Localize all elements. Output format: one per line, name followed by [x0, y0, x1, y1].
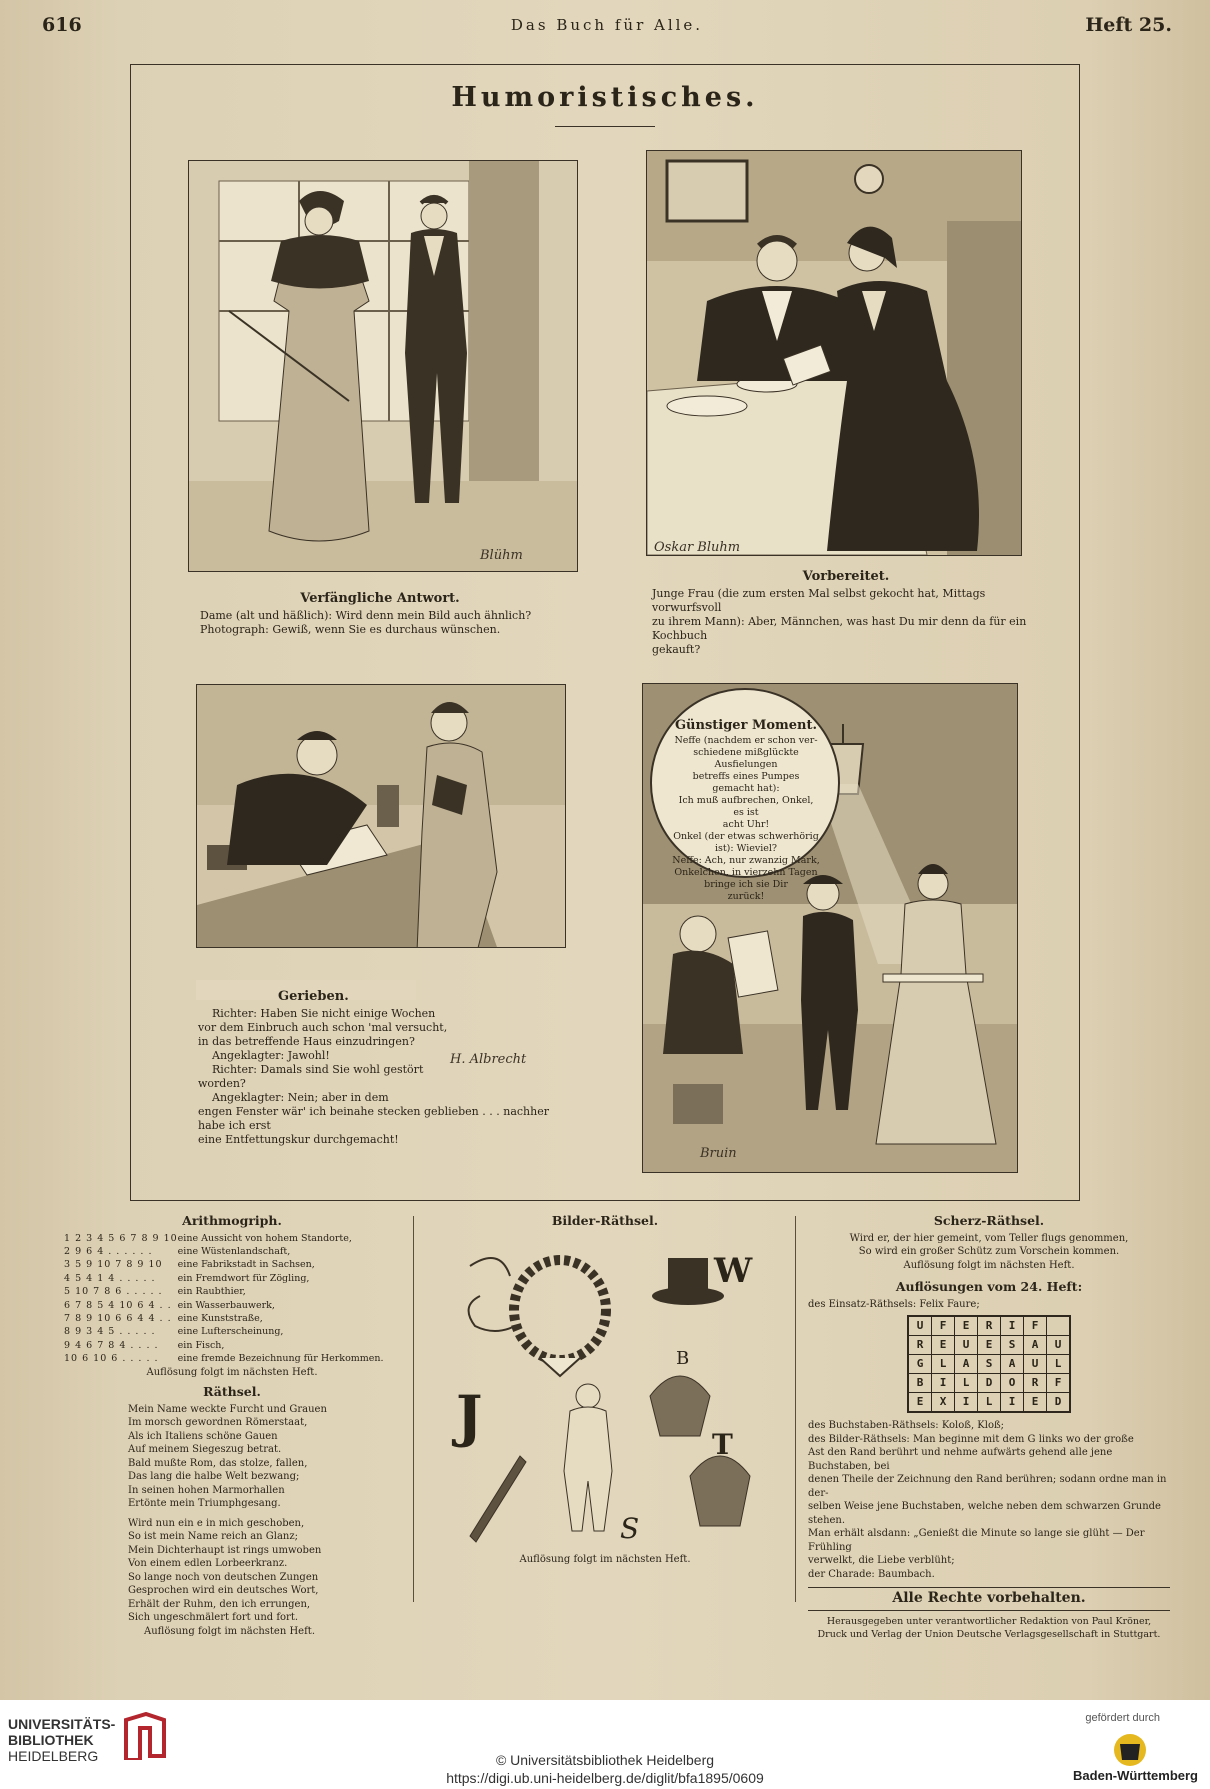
raethsel-verse-1: [64, 1403, 400, 1511]
solution-einsatz: des Einsatz-Räthsels: Felix Faure;: [808, 1298, 980, 1310]
grid-cell: E: [932, 1336, 955, 1355]
column-divider: [413, 1216, 414, 1602]
arithmogriph-title: Arithmogriph.: [182, 1213, 282, 1228]
row-number: 5 10 7 8 6 . . . . .: [64, 1286, 163, 1298]
library-line: UNIVERSITÄTS-: [8, 1716, 116, 1732]
grid-cell: B: [908, 1374, 932, 1393]
sponsor-name: Baden-Württemberg: [1073, 1768, 1198, 1783]
scherz-raethsel-title: Scherz-Räthsel.: [933, 1213, 1045, 1228]
caption-vorbereitet: [652, 570, 1040, 657]
verse-line: Mein Dichterhaupt ist rings umwoben: [128, 1544, 322, 1556]
caption-title: Verfängliche Antwort.: [300, 591, 460, 606]
table-row: [64, 1352, 400, 1365]
grid-cell: I: [955, 1393, 978, 1413]
solution-bilder-line: denen Theile der Zeichnung den Rand berühren; sodann ordne man in der-: [808, 1474, 1167, 1499]
verse-line: So lange noch von deutschen Zungen: [128, 1571, 319, 1583]
page-title: Humoristisches.: [451, 82, 759, 113]
table-row: [64, 1312, 400, 1325]
grid-cell: I: [932, 1374, 955, 1393]
imprint-line: Druck und Verlag der Union Deutsche Verlagsgesellschaft in Stuttgart.: [817, 1628, 1161, 1640]
caption-verfaengliche-antwort: [200, 592, 560, 637]
imprint-line: Herausgegeben unter verantwortlicher Redaktion von Paul Kröner,: [826, 1615, 1152, 1627]
grid-cell: F: [1047, 1374, 1071, 1393]
column-middle: [430, 1214, 780, 1232]
grid-cell: A: [1024, 1336, 1047, 1355]
grid-cell: [1047, 1316, 1071, 1336]
row-clue: eine Fabrikstadt in Sachsen,: [177, 1259, 315, 1271]
grid-cell: U: [1047, 1336, 1071, 1355]
grid-cell: L: [978, 1393, 1001, 1413]
caption-line: Richter: Damals sind Sie wohl gestört: [212, 1063, 424, 1076]
caption-title: Gerieben.: [278, 989, 349, 1004]
speech-bubble-guenstiger-moment: [650, 688, 840, 902]
caption-line: eine Entfettungskur durchgemacht!: [198, 1133, 399, 1146]
row-number: 6 7 8 5 4 10 6 4 . .: [64, 1299, 172, 1311]
row-number: 4 5 4 1 4 . . . . .: [64, 1272, 156, 1284]
bubble-line: acht Uhr!: [722, 819, 770, 830]
verse-line: So ist mein Name reich an Glanz;: [128, 1531, 299, 1543]
verse-line: Erhält der Ruhm, den ich errungen,: [128, 1598, 311, 1610]
grid-cell: E: [955, 1316, 978, 1336]
grid-cell: R: [978, 1316, 1001, 1336]
caption-line: Junge Frau (die zum ersten Mal selbst gekocht hat, Mittags vorwurfsvoll: [652, 587, 986, 614]
bubble-line: ist): Wieviel?: [714, 843, 778, 854]
grid-cell: O: [1001, 1374, 1024, 1393]
table-row: [64, 1339, 400, 1352]
caption-line: Angeklagter: Jawohl!: [212, 1049, 330, 1062]
solution-buchstaben: des Buchstaben-Räthsels: Koloß, Kloß;: [808, 1420, 1005, 1431]
grid-cell: I: [1001, 1316, 1024, 1336]
grid-cell: E: [908, 1393, 932, 1413]
illustration-photographer: [188, 160, 578, 572]
verse-line: Das lang die halbe Welt bezwang;: [128, 1471, 300, 1483]
grid-cell: D: [1047, 1393, 1071, 1413]
grid-cell: U: [908, 1316, 932, 1336]
caption-gerieben: [198, 990, 568, 1147]
rebus-letter-j: J: [456, 1384, 483, 1450]
title-rule: [555, 126, 655, 127]
caption-title: Vorbereitet.: [802, 569, 890, 584]
sponsor-label: gefördert durch: [1085, 1712, 1160, 1724]
row-clue: ein Fisch,: [177, 1339, 225, 1351]
grid-cell: A: [1001, 1355, 1024, 1374]
caption-line: in das betreffende Haus einzudringen?: [198, 1035, 415, 1048]
library-line: HEIDELBERG: [8, 1748, 99, 1764]
solution-bilder-line: Ast den Rand berührt und nehme aufwärts gehend alle jene Buchstaben, bei: [808, 1447, 1113, 1472]
page-number: 616: [42, 14, 82, 36]
bubble-line: zurück!: [727, 891, 765, 902]
verse-line: In seinen hohen Marmorhallen: [128, 1484, 285, 1496]
illustration-dinner: [646, 150, 1022, 556]
grid-cell: L: [932, 1355, 955, 1374]
row-clue: eine Aussicht von hohem Standorte,: [177, 1232, 352, 1244]
row-number: 9 4 6 7 8 4 . . . .: [64, 1339, 159, 1351]
verse-line: Gesprochen wird ein deutsches Wort,: [128, 1585, 319, 1597]
verse-line: Wird nun ein e in mich geschoben,: [128, 1517, 305, 1529]
bubble-line: Onkelchen, in vierzehn Tagen: [674, 867, 818, 878]
verse-line: Auf meinem Siegeszug betrat.: [128, 1444, 282, 1456]
issue-number: Heft 25.: [1085, 14, 1172, 36]
rebus-letter-b: B: [676, 1348, 690, 1369]
scherz-line: So wird ein großer Schütz zum Vorschein kommen.: [858, 1246, 1120, 1257]
row-number: 3 5 9 10 7 8 9 10: [64, 1259, 163, 1271]
grid-cell: R: [1024, 1374, 1047, 1393]
grid-cell: X: [932, 1393, 955, 1413]
row-clue: eine Wüstenlandschaft,: [177, 1245, 291, 1257]
bubble-line: Neffe: Ach, nur zwanzig Mark,: [672, 855, 820, 866]
solution-bilder-line: verwelkt, die Liebe verblüht;: [808, 1555, 955, 1566]
grid-row: [908, 1374, 1070, 1393]
grid-cell: R: [908, 1336, 932, 1355]
arithmogriph-note: Auflösung folgt im nächsten Heft.: [146, 1366, 318, 1378]
solution-bilder-line: des Bilder-Räthsels: Man beginne mit dem G links wo der große: [808, 1433, 1134, 1445]
signature-1: Blühm: [480, 548, 523, 563]
grid-cell: E: [1024, 1393, 1047, 1413]
signature-2: Oskar Bluhm: [654, 540, 741, 555]
rights-notice: Alle Rechte vorbehalten.: [808, 1587, 1170, 1606]
grid-cell: U: [1024, 1355, 1047, 1374]
copyright-notice: © Universitätsbibliothek Heidelberg: [495, 1752, 715, 1768]
row-clue: ein Raubthier,: [177, 1286, 246, 1298]
bubble-line: schiedene mißglückte Ausfielungen: [693, 747, 799, 770]
grid-cell: D: [978, 1374, 1001, 1393]
grid-cell: S: [978, 1355, 1001, 1374]
permalink[interactable]: https://digi.ub.uni-heidelberg.de/diglit/bfa1895/0609: [446, 1770, 764, 1786]
digitization-footer: [0, 1700, 1210, 1789]
bilder-raethsel-title: Bilder-Räthsel.: [551, 1213, 659, 1228]
row-number: 10 6 10 6 . . . . .: [64, 1353, 159, 1365]
grid-row: [908, 1355, 1070, 1374]
rebus-picture: [450, 1236, 760, 1554]
solution-bilder-line: Man erhält alsdann: „Genießt die Minute so lange sie glüht — Der Frühling: [808, 1528, 1145, 1553]
illustration-courtroom: [196, 684, 566, 948]
table-row: [64, 1272, 400, 1285]
solution-charade: der Charade: Baumbach.: [808, 1568, 935, 1580]
grid-cell: I: [1001, 1393, 1024, 1413]
solution-grid: [907, 1315, 1071, 1413]
state-coat-of-arms-icon: [1110, 1732, 1150, 1768]
row-number: 8 9 3 4 5 . . . . .: [64, 1326, 156, 1338]
raethsel-verse-2: [64, 1517, 400, 1625]
imprint: [808, 1610, 1170, 1641]
grid-cell: A: [955, 1355, 978, 1374]
grid-cell: U: [955, 1336, 978, 1355]
magazine-title: Das Buch für Alle.: [510, 16, 704, 34]
caption-line: Dame (alt und häßlich): Wird denn mein Bild auch ähnlich?: [200, 609, 532, 622]
bubble-line: betreffs eines Pumpes gemacht hat):: [692, 771, 800, 794]
row-number: 7 8 9 10 6 6 4 4 . .: [64, 1312, 172, 1324]
solution-bilder-line: selben Weise jene Buchstaben, welche neben dem schwarzen Grunde stehen.: [808, 1501, 1161, 1526]
rebus-letter-t: T: [712, 1428, 733, 1461]
verse-line: Mein Name weckte Furcht und Grauen: [128, 1403, 327, 1415]
grid-cell: L: [1047, 1355, 1071, 1374]
caption-line: vor dem Einbruch auch schon 'mal versucht,: [198, 1021, 448, 1034]
grid-cell: G: [908, 1355, 932, 1374]
bubble-line: Neffe (nachdem er schon ver-: [674, 735, 818, 746]
column-left: [64, 1214, 400, 1638]
row-clue: ein Wasserbauwerk,: [177, 1299, 275, 1311]
grid-cell: S: [1001, 1336, 1024, 1355]
verse-line: Bald mußte Rom, das stolze, fallen,: [128, 1457, 308, 1469]
scherz-line: Wird er, der hier gemeint, vom Teller flugs genommen,: [849, 1232, 1129, 1244]
grid-row: [908, 1336, 1070, 1355]
grid-cell: F: [932, 1316, 955, 1336]
caption-line: Angeklagter: Nein; aber in dem: [212, 1091, 389, 1104]
signature-3: H. Albrecht: [450, 1052, 527, 1067]
library-line: BIBLIOTHEK: [8, 1732, 94, 1748]
rebus-letter-w: W: [714, 1251, 753, 1291]
table-row: [64, 1325, 400, 1338]
caption-line: engen Fenster wär' ich beinahe stecken geblieben . . . nachher habe ich erst: [198, 1105, 549, 1132]
caption-line: worden?: [198, 1077, 246, 1090]
scherz-note: Auflösung folgt im nächsten Heft.: [903, 1259, 1075, 1271]
row-clue: eine Kunststraße,: [177, 1312, 263, 1324]
bubble-line: Onkel (der etwas schwerhörig: [673, 831, 819, 842]
table-row: [64, 1285, 400, 1298]
table-row: [64, 1232, 400, 1245]
verse-line: Von einem edlen Lorbeerkranz.: [128, 1558, 288, 1570]
verse-line: Sich ungeschmälert fort und fort.: [128, 1612, 299, 1624]
caption-line: Richter: Haben Sie nicht einige Wochen: [212, 1007, 436, 1020]
bubble-line: Ich muß aufbrechen, Onkel, es ist: [678, 795, 814, 818]
bubble-line: bringe ich sie Dir: [704, 879, 788, 890]
caption-line: gekauft?: [652, 643, 701, 656]
raethsel-note: Auflösung folgt im nächsten Heft.: [144, 1625, 315, 1637]
grid-cell: F: [1024, 1316, 1047, 1336]
grid-row: [908, 1316, 1070, 1336]
table-row: [64, 1245, 400, 1258]
caption-line: zu ihrem Mann): Aber, Männchen, was hast Du mir denn da für ein Kochbuch: [652, 615, 1027, 642]
grid-row: [908, 1393, 1070, 1413]
signature-4: Bruin: [700, 1146, 737, 1161]
verse-line: Im morsch gewordnen Römerstaat,: [128, 1417, 308, 1429]
running-header: [42, 14, 1172, 42]
column-right: [808, 1214, 1170, 1641]
table-row: [64, 1258, 400, 1271]
caption-line: Photograph: Gewiß, wenn Sie es durchaus wünschen.: [200, 623, 501, 636]
solutions-title: Auflösungen vom 24. Heft:: [895, 1279, 1083, 1294]
grid-cell: E: [978, 1336, 1001, 1355]
column-divider: [795, 1216, 796, 1602]
raethsel-title: Räthsel.: [203, 1384, 261, 1400]
bilder-raethsel-note: Auflösung folgt im nächsten Heft.: [519, 1554, 691, 1565]
row-clue: eine Lufterscheinung,: [177, 1326, 284, 1338]
row-clue: eine fremde Bezeichnung für Herkommen.: [177, 1353, 384, 1365]
grid-cell: L: [955, 1374, 978, 1393]
table-row: [64, 1299, 400, 1312]
verse-line: Als ich Italiens schöne Gauen: [128, 1430, 278, 1442]
rebus-letter-s: S: [620, 1512, 640, 1545]
verse-line: Ertönte mein Triumphgesang.: [128, 1498, 281, 1510]
row-number: 2 9 6 4 . . . . . .: [64, 1245, 153, 1257]
bubble-title: Günstiger Moment.: [674, 718, 818, 733]
row-clue: ein Fremdwort für Zögling,: [177, 1272, 310, 1284]
row-number: 1 2 3 4 5 6 7 8 9 10: [64, 1232, 178, 1244]
arithmogriph-table: [64, 1232, 400, 1366]
